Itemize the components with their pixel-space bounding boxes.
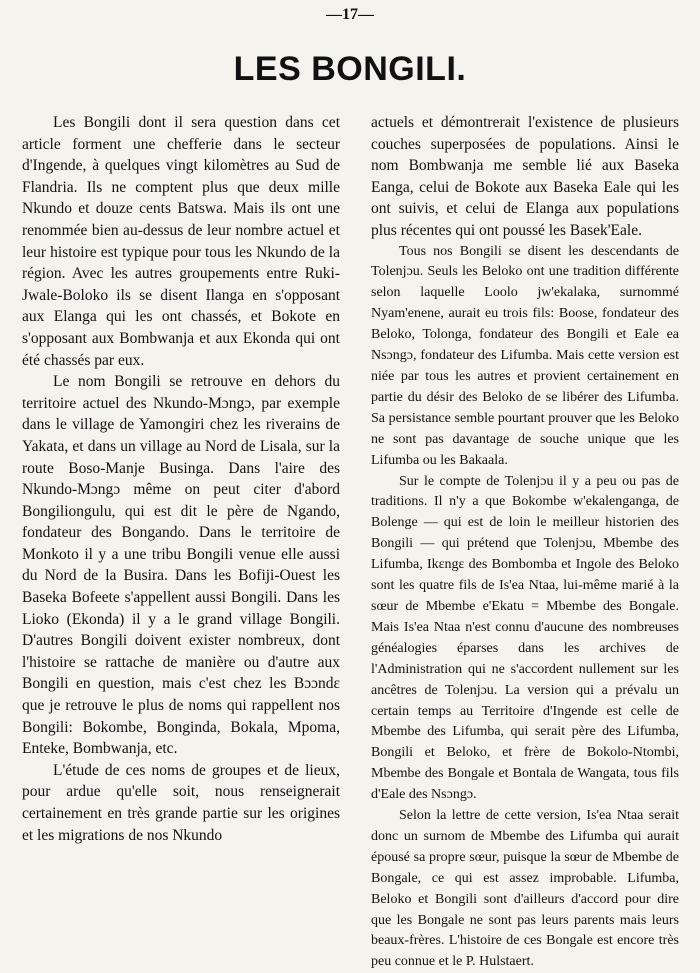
paragraph: Sur le compte de Tolenjɔu il y a peu ou pas de traditions. Il n'y a que Bokombe w'ekalenganga, de Bolenge — qui est de loin le meilleur historien des Bongili — qui prétend que Tolenjɔu, Mbembe des Lifumba, Ikɛngɛ des Bombomba et Ingole des Beloko sont les quatre fils de Is'ea Ntaa, lui-même marié à la sœur de Mbembe e'Ekatu = Mbembe des Bongale. Mais Is'ea Ntaa n'est connu d'aucune des nombreuses généalogies éparses dans les archives de l'Administration qui ne s'accordent nullement sur les ancêtres de Tolenjɔu. La version qui a prévalu un certain temps au Territoire d'Ingende est celle de Mbembe des Lifumba, qui serait père des Lifumba, Bongili et Beloko, et frère de Bokolo-Ntombi, Mbembe des Bongale et Bontala de Wangata, tous fils d'Eale des Nsɔngɔ.	[371, 473, 679, 803]
paragraph: Tous nos Bongili se disent les descendants de Tolenjɔu. Seuls les Beloko ont une tradition différente selon laquelle Loolo jw'ekalaka, surnommé Nyam'enene, aurait eu trois fils: Boose, fondateur des Beloko, Tolonga, fondateur des Bongili et Eale ea Nsɔngɔ, fondateur des Lifumba. Mais cette version est niée par tous les autres et provient certainement en partie du désir des Beloko de se libérer des Lifumba. Sa persistance semble pourtant prouver que les Beloko ne sont pas davantage de souche unique que les Lifumba ou les Bakaala.	[371, 243, 679, 468]
paragraph: Selon la lettre de cette version, Is'ea Ntaa serait donc un surnom de Mbembe des Lifumba qui aurait épousé sa propre sœur, puisque la sœur de Mbembe de Bongale, ce qui est assez improbable. Lifumba, Beloko et Bongili sont d'ailleurs d'accord pour dire que les Bongale ne sont pas leurs parents mais leurs beaux-frères. L'histoire de ces Bongale est encore très peu connue et le P. Hulstaert.	[371, 808, 679, 970]
article-title: LES BONGILI.	[233, 50, 467, 88]
page-number: —17—	[326, 6, 374, 23]
left-column	[22, 112, 340, 846]
paragraph: Le nom Bongili se retrouve en dehors du territoire actuel des Nkundo-Mɔngɔ, par exemple dans le village de Yamongiri chez les riverains de Yakata, et dans un village au Nord de Lisala, sur la route Boso-Manje Businga. Dans l'aire des Nkundo-Mɔngɔ même on peut citer d'abord Bongiliongulu, qui est dit le père de Ngando, fondateur des Bongando. Dans le territoire de Monkoto il y a une tribu Bongili venue elle aussi du Nord de la Busira. Dans les Bofiji-Ouest les Baseka Bofeete s'appellent aussi Bongili. Dans les Lioko (Ekonda) il y a le grand village Bongili. D'autres Bongili doivent exister nombreux, dont l'histoire se rattache de manière ou d'autre aux Bongili en question, mais c'est chez les Bɔɔndɛ que je retrouve le plus de noms qui rappellent nos Bongili: Bokombe, Bonginda, Bokala, Mpoma, Enteke, Bombwanja, etc.	[22, 373, 340, 758]
paragraph: Les Bongili dont il sera question dans cet article forment une chefferie dans le secteur d'Ingende, à quelques vingt kilomètres au Sud de Flandria. Ils ne comptent plus que deux mille Nkundo et douze cents Batswa. Mais ils ont une renommée bien au-dessus de leur nombre actuel et leur histoire est typique pour tous les Nkundo de la région. Avec les autres groupements entre Ruki-Jwale-Boloko ils se disent Ilanga en s'opposant aux Elanga qui les ont chassés, et Bokote en s'opposant aux Bombwanja et aux Ekonda qui ont été chassés par eux.	[22, 114, 340, 369]
paragraph: L'étude de ces noms de groupes et de lieux, pour ardue qu'elle soit, nous renseignerait certainement en très grande partie sur les origines et les migrations de nos Nkundo	[22, 761, 340, 844]
paragraph-continuation: actuels et démontrerait l'existence de plusieurs couches superposées de populations. Ainsi le nom Bombwanja me semble lié aux Baseka Eanga, celui de Bokote aux Baseka Eale qui les ont suivis, et celui de Elanga aux populations plus récentes qui ont poussé les Basek'Eale.	[371, 114, 679, 239]
right-column	[371, 112, 679, 973]
